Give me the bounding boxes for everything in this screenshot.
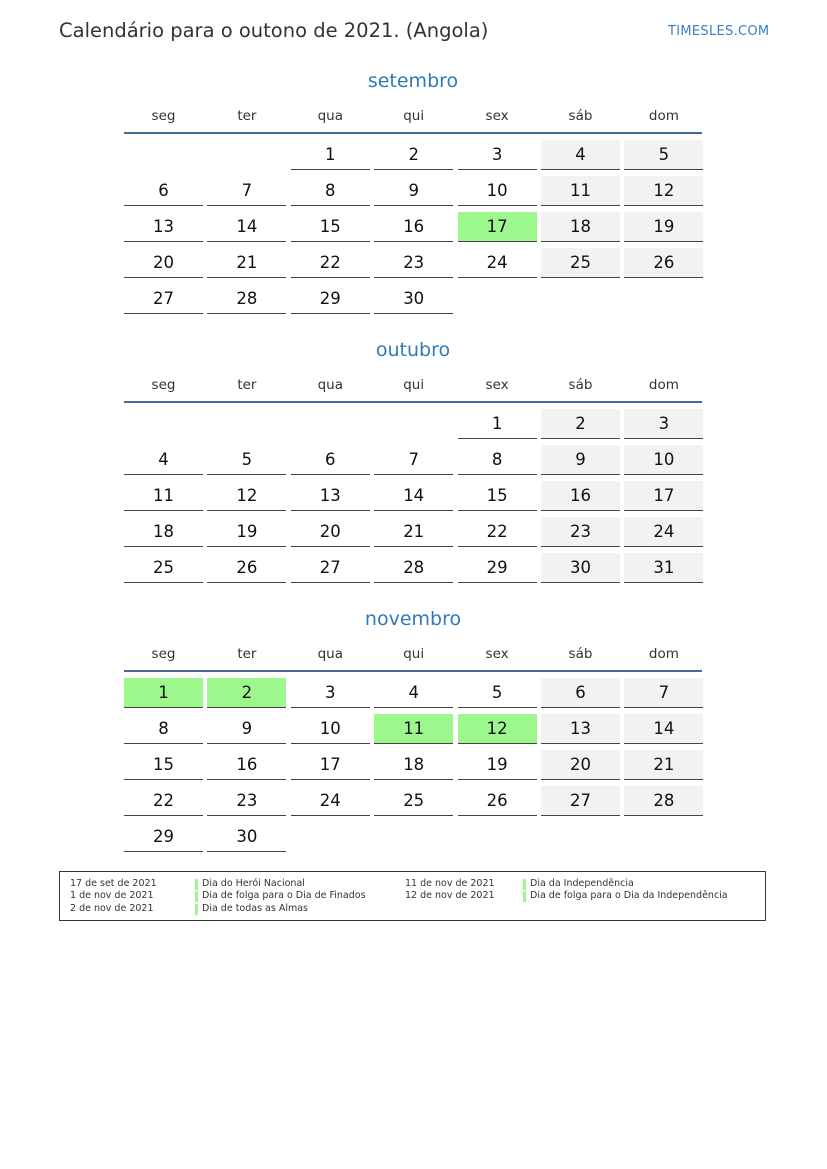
header-divider [124,670,702,672]
day-cell: 6 [291,445,370,475]
day-cell: 11 [541,176,620,206]
day-cell: 6 [541,678,620,708]
day-cell: 4 [374,678,453,708]
day-cell: 23 [541,517,620,547]
day-cell: 28 [624,786,703,816]
weekday-label: sex [485,108,509,124]
weekday-label: seg [151,377,176,393]
weekday-label: qua [317,108,343,124]
day-cell: 30 [541,553,620,583]
day-cell: 14 [374,481,453,511]
day-cell: 30 [374,284,453,314]
day-cell: 3 [291,678,370,708]
day-cell: 14 [207,212,286,242]
legend-date: 1 de nov de 2021 [70,890,154,901]
day-cell: 30 [207,822,286,852]
day-cell: 10 [291,714,370,744]
day-cell: 18 [541,212,620,242]
holiday-marker [523,891,526,902]
day-cell: 22 [458,517,537,547]
month-name: setembro [367,70,459,92]
legend-date: 11 de nov de 2021 [405,878,495,889]
day-cell: 26 [207,553,286,583]
weekday-label: sex [485,646,509,662]
day-cell: 29 [291,284,370,314]
brand-link[interactable]: TIMESLES.COM [668,24,770,39]
day-cell: 27 [291,553,370,583]
month-name: outubro [375,339,451,361]
day-cell: 6 [124,176,203,206]
day-cell: 10 [458,176,537,206]
day-cell: 31 [624,553,703,583]
day-cell: 12 [624,176,703,206]
day-cell: 20 [291,517,370,547]
holiday-marker [195,891,198,902]
weekday-header [124,646,702,666]
day-cell: 18 [374,750,453,780]
legend-date: 17 de set de 2021 [70,878,157,889]
day-cell: 15 [291,212,370,242]
day-cell: 3 [624,409,703,439]
day-cell: 19 [458,750,537,780]
day-cell: 3 [458,140,537,170]
day-cell: 8 [458,445,537,475]
day-cell: 27 [124,284,203,314]
day-cell: 4 [124,445,203,475]
day-cell: 18 [124,517,203,547]
legend-holiday-name: Dia do Herói Nacional [202,878,305,889]
holiday-day-cell: 17 [458,212,537,242]
day-cell: 15 [458,481,537,511]
day-cell: 13 [541,714,620,744]
day-cell: 23 [207,786,286,816]
weekday-label: sáb [568,646,593,662]
day-cell: 23 [374,248,453,278]
day-cell: 1 [291,140,370,170]
weekday-label: qui [403,108,425,124]
day-cell: 22 [291,248,370,278]
day-cell: 5 [207,445,286,475]
day-cell: 16 [374,212,453,242]
weekday-label: qui [403,377,425,393]
weekday-header [124,377,702,397]
weekday-label: dom [648,377,679,393]
day-cell: 9 [541,445,620,475]
day-cell: 20 [124,248,203,278]
weekday-label: dom [648,646,679,662]
weekday-label: ter [237,646,257,662]
day-cell: 4 [541,140,620,170]
legend-holiday-name: Dia de todas as Almas [202,903,309,914]
weekday-label: sáb [568,108,593,124]
weekday-label: sex [485,377,509,393]
weekday-header [124,108,702,128]
holiday-day-cell: 12 [458,714,537,744]
day-cell: 9 [207,714,286,744]
day-cell: 24 [291,786,370,816]
day-cell: 7 [374,445,453,475]
weekday-label: qua [317,377,343,393]
day-cell: 26 [624,248,703,278]
day-cell: 7 [624,678,703,708]
day-cell: 29 [124,822,203,852]
day-cell: 19 [624,212,703,242]
month-name: novembro [364,608,462,630]
day-cell: 13 [291,481,370,511]
legend-holiday-name: Dia de folga para o Dia de Finados [202,890,366,901]
holiday-legend [59,871,766,921]
weekday-label: qui [403,646,425,662]
day-cell: 17 [291,750,370,780]
weekday-label: seg [151,108,176,124]
legend-holiday-name: Dia de folga para o Dia da Independência [530,890,728,901]
day-cell: 10 [624,445,703,475]
day-cell: 22 [124,786,203,816]
day-cell: 17 [624,481,703,511]
header-divider [124,401,702,403]
day-cell: 15 [124,750,203,780]
day-cell: 2 [374,140,453,170]
day-cell: 20 [541,750,620,780]
legend-date: 12 de nov de 2021 [405,890,495,901]
weekday-label: ter [237,108,257,124]
weekday-label: qua [317,646,343,662]
header-divider [124,132,702,134]
day-cell: 24 [458,248,537,278]
day-cell: 16 [207,750,286,780]
day-cell: 7 [207,176,286,206]
day-cell: 29 [458,553,537,583]
weekday-label: sáb [568,377,593,393]
legend-holiday-name: Dia da Independência [530,878,634,889]
day-cell: 2 [541,409,620,439]
day-cell: 21 [624,750,703,780]
day-cell: 25 [124,553,203,583]
day-cell: 28 [374,553,453,583]
holiday-day-cell: 1 [124,678,203,708]
legend-date: 2 de nov de 2021 [70,903,154,914]
day-cell: 5 [458,678,537,708]
holiday-day-cell: 2 [207,678,286,708]
day-cell: 12 [207,481,286,511]
day-cell: 26 [458,786,537,816]
day-cell: 11 [124,481,203,511]
day-cell: 25 [374,786,453,816]
day-cell: 28 [207,284,286,314]
day-cell: 9 [374,176,453,206]
day-cell: 8 [291,176,370,206]
day-cell: 1 [458,409,537,439]
holiday-marker [195,904,198,915]
day-cell: 5 [624,140,703,170]
day-cell: 19 [207,517,286,547]
day-cell: 13 [124,212,203,242]
day-cell: 25 [541,248,620,278]
day-cell: 24 [624,517,703,547]
holiday-marker [195,879,198,890]
holiday-day-cell: 11 [374,714,453,744]
day-cell: 21 [207,248,286,278]
day-cell: 27 [541,786,620,816]
holiday-marker [523,879,526,890]
day-cell: 14 [624,714,703,744]
weekday-label: ter [237,377,257,393]
weekday-label: dom [648,108,679,124]
day-cell: 8 [124,714,203,744]
day-cell: 16 [541,481,620,511]
day-cell: 21 [374,517,453,547]
page-title: Calendário para o outono de 2021. (Angola) [59,19,489,42]
weekday-label: seg [151,646,176,662]
